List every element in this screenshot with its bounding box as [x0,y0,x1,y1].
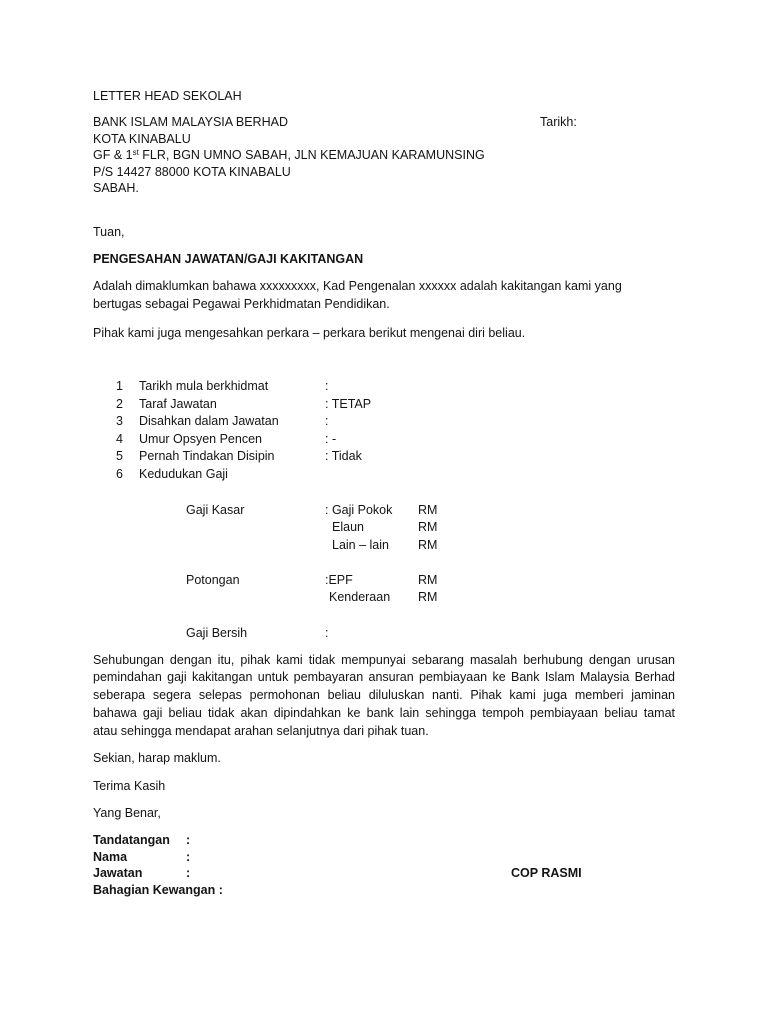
list-item [0,467,768,482]
item-number: 3 [116,414,123,428]
recipient-postal-address: P/S 14427 88000 KOTA KINABALU [93,165,291,179]
list-item [0,397,768,412]
address-prefix: GF & 1 [93,148,133,162]
department-label: Bahagian Kewangan : [93,883,223,897]
item-label: Kedudukan Gaji [139,467,228,481]
item-number: 6 [116,467,123,481]
salary-row [0,573,768,588]
item-label: Umur Opsyen Pencen [139,432,262,446]
salary-row [0,590,768,605]
intro-line: bertugas sebagai Pegawai Perkhidmatan Pendidikan. [93,297,390,311]
signature-field-colon: : [186,850,191,864]
item-label: Tarikh mula berkhidmat [139,379,269,393]
deduction-component: Kenderaan [329,590,391,604]
list-item [0,379,768,394]
item-number: 1 [116,379,123,393]
signature-field [0,866,768,881]
signature-field [0,833,768,848]
sign-off: Yang Benar, [93,806,161,820]
signature-field-colon: : [186,866,191,880]
salary-row [0,538,768,553]
letter-subject: PENGESAHAN JAWATAN/GAJI KAKITANGAN [93,252,364,266]
item-number: 5 [116,449,123,463]
deduction-component: :EPF [325,573,353,587]
body-line: bahawa gaji beliau tidak akan dipindahkan ke bank lain sehingga tempoh pembiayaan beliau tamat [93,706,675,720]
list-item [0,414,768,429]
address-suffix: FLR, BGN UMNO SABAH, JLN KEMAJUAN KARAMUNSING [138,148,485,162]
salary-component: Lain – lain [332,538,389,552]
official-stamp-label: COP RASMI [511,866,582,880]
item-value: : Tidak [325,449,362,463]
item-value: : - [325,432,337,446]
salary-row [0,503,768,518]
letterhead-placeholder: LETTER HEAD SEKOLAH [93,89,242,103]
signature-field-colon: : [186,833,191,847]
ordinal-superscript: st [132,148,139,157]
item-label: Taraf Jawatan [139,397,217,411]
list-item [0,449,768,464]
salary-row [0,626,768,641]
item-value: : TETAP [325,397,372,411]
item-value: : [325,379,329,393]
deduction-label: Potongan [186,573,240,587]
confirmation-statement: Pihak kami juga mengesahkan perkara – perkara berikut mengenai diri beliau. [93,326,526,340]
thanks-line: Terima Kasih [93,779,166,793]
body-line: pemindahan gaji kakitangan untuk pembayaran ansuran pembiayaan ke Bank Islam Malaysia Berhad [93,670,675,684]
currency-label: RM [418,503,438,517]
date-label: Tarikh: [540,115,577,129]
closing-remark: Sekian, harap maklum. [93,751,221,765]
net-salary-label: Gaji Bersih [186,626,248,640]
item-number: 2 [116,397,123,411]
body-line: atau sehingga mendapat arahan selanjutnya dari pihak tuan. [93,724,429,738]
salary-component: : Gaji Pokok [325,503,393,517]
signature-field-label: Nama [93,850,128,864]
recipient-bank-name: BANK ISLAM MALAYSIA BERHAD [93,115,288,129]
salary-component: Elaun [332,520,364,534]
salary-row [0,520,768,535]
gross-salary-label: Gaji Kasar [186,503,245,517]
item-label: Disahkan dalam Jawatan [139,414,279,428]
currency-label: RM [418,573,438,587]
currency-label: RM [418,590,438,604]
salutation: Tuan, [93,225,125,239]
net-salary-value: : [325,626,329,640]
body-line: seberapa segera selepas permohonan beliau diluluskan nanti. Pihak kami juga memberi jaminan [93,688,675,702]
currency-label: RM [418,520,438,534]
recipient-city: KOTA KINABALU [93,132,191,146]
item-value: : [325,414,329,428]
recipient-state: SABAH. [93,181,139,195]
body-line: Sehubungan dengan itu, pihak kami tidak mempunyai sebarang masalah berhubung dengan urusan [93,653,675,667]
list-item [0,432,768,447]
item-number: 4 [116,432,123,446]
signature-field [0,850,768,865]
signature-field-label: Tandatangan [93,833,170,847]
signature-field-label: Jawatan [93,866,143,880]
currency-label: RM [418,538,438,552]
item-label: Pernah Tindakan Disipin [139,449,275,463]
intro-line: Adalah dimaklumkan bahawa xxxxxxxxx, Kad Pengenalan xxxxxx adalah kakitangan kami yang [93,279,622,293]
recipient-street-address [93,148,485,163]
